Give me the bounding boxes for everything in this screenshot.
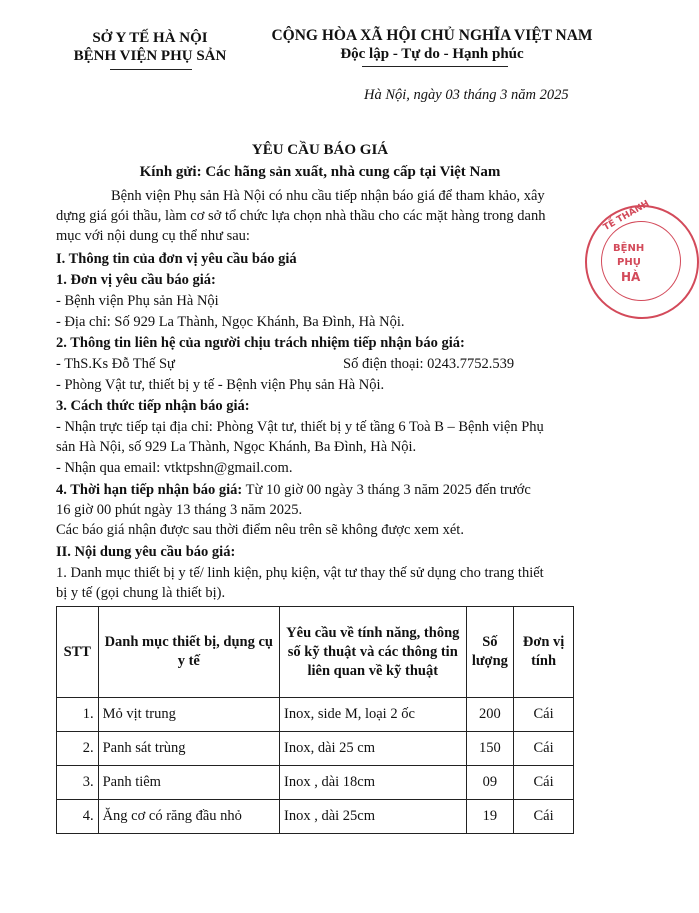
table-row bbox=[57, 800, 574, 834]
row-unit: Cái bbox=[514, 732, 574, 766]
header-stt: STT bbox=[57, 607, 99, 698]
row-qty: 09 bbox=[466, 766, 514, 800]
row-spec: Inox, dài 25 cm bbox=[280, 732, 467, 766]
sub4-label: 4. Thời hạn tiếp nhận báo giá: bbox=[56, 482, 243, 498]
section1-heading: I. Thông tin của đơn vị yêu cầu báo giá bbox=[56, 251, 297, 267]
sub4-line-1 bbox=[56, 481, 531, 500]
contact-phone: Số điện thoại: 0243.7752.539 bbox=[343, 356, 515, 372]
row-name: Ăng cơ có răng đầu nhỏ bbox=[98, 800, 279, 834]
stamp-inner-ring bbox=[601, 221, 681, 301]
row-stt: 4. bbox=[57, 800, 99, 834]
row-unit: Cái bbox=[514, 698, 574, 732]
row-stt: 1. bbox=[57, 698, 99, 732]
contact-name: - ThS.Ks Đỗ Thế Sự bbox=[56, 356, 175, 372]
stamp-text-top: TẾ THÀNH bbox=[601, 198, 652, 234]
header-name: Danh mục thiết bị, dụng cụ y tế bbox=[98, 607, 279, 698]
sub1-line-2: - Địa chỉ: Số 929 La Thành, Ngọc Khánh, Ba Đình, Hà Nội. bbox=[56, 314, 405, 330]
contact-dept: - Phòng Vật tư, thiết bị y tế - Bệnh viện Phụ sản Hà Nội. bbox=[56, 377, 385, 393]
row-stt: 3. bbox=[57, 766, 99, 800]
row-name: Panh sát trùng bbox=[98, 732, 279, 766]
sub3-line-3: - Nhận qua email: vtktpshn@gmail.com. bbox=[56, 460, 293, 476]
org-line1: SỞ Y TẾ HÀ NỘI bbox=[92, 30, 208, 46]
nation-underline bbox=[362, 66, 508, 67]
stamp-text-mid3: HÀ bbox=[621, 270, 641, 284]
intro-line-3: mục với nội dung cụ thể như sau: bbox=[56, 228, 250, 244]
row-stt: 2. bbox=[57, 732, 99, 766]
section1-sub1: 1. Đơn vị yêu cầu báo giá: bbox=[56, 272, 216, 288]
row-qty: 200 bbox=[466, 698, 514, 732]
row-name: Mỏ vịt trung bbox=[98, 698, 279, 732]
header-spec: Yêu cầu về tính năng, thông số kỹ thuật và các thông tin liên quan về kỹ thuật bbox=[280, 607, 467, 698]
org-line2: BỆNH VIỆN PHỤ SẢN bbox=[73, 48, 227, 64]
org-underline bbox=[110, 69, 192, 70]
stamp-text-mid2: PHỤ bbox=[617, 257, 641, 268]
section2-line-2: bị y tế (gọi chung là thiết bị). bbox=[56, 585, 226, 601]
row-unit: Cái bbox=[514, 800, 574, 834]
date-line: Hà Nội, ngày 03 tháng 3 năm 2025 bbox=[364, 87, 569, 103]
row-name: Panh tiêm bbox=[98, 766, 279, 800]
nation-line2: Độc lập - Tự do - Hạnh phúc bbox=[340, 46, 524, 62]
nation-line1: CỘNG HÒA XÃ HỘI CHỦ NGHĨA VIỆT NAM bbox=[271, 27, 593, 44]
intro-line-1: Bệnh viện Phụ sản Hà Nội có nhu cầu tiếp nhận báo giá để tham khảo, xây bbox=[111, 188, 545, 204]
sub3-line-1: - Nhận trực tiếp tại địa chỉ: Phòng Vật tư, thiết bị y tế tầng 6 Toà B – Bệnh viện Phụ bbox=[56, 419, 544, 435]
table-row bbox=[57, 732, 574, 766]
stamp-text-mid1: BỆNH bbox=[613, 243, 645, 254]
official-stamp bbox=[585, 198, 699, 319]
sub3-line-2: sản Hà Nội, số 929 La Thành, Ngọc Khánh, Ba Đình, Hà Nội. bbox=[56, 439, 417, 455]
header-qty: Số lượng bbox=[466, 607, 514, 698]
sub1-line-1: - Bệnh viện Phụ sản Hà Nội bbox=[56, 293, 219, 309]
row-unit: Cái bbox=[514, 766, 574, 800]
intro-line-2: dựng giá gói thầu, làm cơ sở tổ chức lựa chọn nhà thầu cho các mặt hàng trong danh bbox=[56, 208, 546, 224]
table-header-row bbox=[57, 607, 574, 698]
page-title: YÊU CẦU BÁO GIÁ bbox=[251, 142, 389, 158]
row-spec: Inox , dài 25cm bbox=[280, 800, 467, 834]
header-unit: Đơn vị tính bbox=[514, 607, 574, 698]
sub4-text: Từ 10 giờ 00 ngày 3 tháng 3 năm 2025 đến trước bbox=[242, 482, 531, 498]
table-row bbox=[57, 698, 574, 732]
addressee: Kính gửi: Các hãng sản xuất, nhà cung cấp tại Việt Nam bbox=[139, 164, 501, 180]
section2-line-1: 1. Danh mục thiết bị y tế/ linh kiện, phụ kiện, vật tư thay thế sử dụng cho trang thiết bbox=[56, 565, 544, 581]
section1-sub3: 3. Cách thức tiếp nhận báo giá: bbox=[56, 398, 250, 414]
sub4-line-2: 16 giờ 00 phút ngày 13 tháng 3 năm 2025. bbox=[56, 502, 303, 518]
sub4-line-3: Các báo giá nhận được sau thời điểm nêu trên sẽ không được xem xét. bbox=[56, 522, 464, 538]
row-qty: 19 bbox=[466, 800, 514, 834]
row-spec: Inox , dài 18cm bbox=[280, 766, 467, 800]
items-table bbox=[56, 606, 574, 834]
table-row bbox=[57, 766, 574, 800]
section1-sub2: 2. Thông tin liên hệ của người chịu trách nhiệm tiếp nhận báo giá: bbox=[56, 335, 465, 351]
section2-heading: II. Nội dung yêu cầu báo giá: bbox=[56, 544, 236, 560]
row-qty: 150 bbox=[466, 732, 514, 766]
row-spec: Inox, side M, loại 2 ốc bbox=[280, 698, 467, 732]
